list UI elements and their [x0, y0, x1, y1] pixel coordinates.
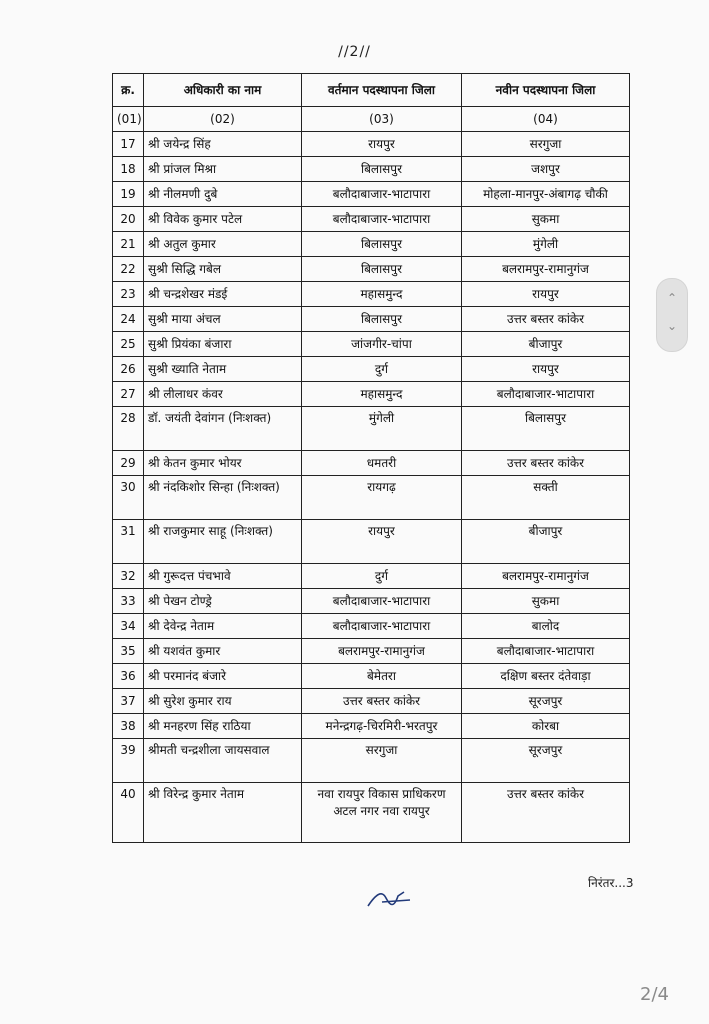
cell-new-district: उत्तर बस्तर कांकेर: [462, 783, 630, 843]
cell-new-district: बालोद: [462, 614, 630, 639]
cell-new-district: बलरामपुर-रामानुगंज: [462, 564, 630, 589]
cell-new-district: दक्षिण बस्तर दंतेवाड़ा: [462, 664, 630, 689]
cell-new-district: मुंगेली: [462, 232, 630, 257]
cell-current-district: रायपुर: [302, 520, 462, 564]
table-row: [113, 132, 630, 157]
table-row: [113, 664, 630, 689]
header-new-district: नवीन पदस्थापना जिला: [462, 74, 630, 107]
cell-current-district: बलौदाबाजार-भाटापारा: [302, 182, 462, 207]
cell-current-district: रायगढ़: [302, 476, 462, 520]
table-row: [113, 332, 630, 357]
cell-new-district: उत्तर बस्तर कांकेर: [462, 307, 630, 332]
cell-new-district: बलौदाबाजार-भाटापारा: [462, 639, 630, 664]
cell-current-district: दुर्ग: [302, 564, 462, 589]
table-row: [113, 407, 630, 451]
table-row: [113, 257, 630, 282]
cell-officer-name: श्री सुरेश कुमार राय: [144, 689, 302, 714]
header-serial: क्र.: [113, 74, 144, 107]
table-row: [113, 282, 630, 307]
table-row: [113, 476, 630, 520]
cell-officer-name: श्रीमती चन्द्रशीला जायसवाल: [144, 739, 302, 783]
cell-officer-name: श्री चन्द्रशेखर मंडई: [144, 282, 302, 307]
transfer-table: [112, 73, 630, 843]
table-row: [113, 382, 630, 407]
cell-current-district: बिलासपुर: [302, 232, 462, 257]
cell-new-district: बिलासपुर: [462, 407, 630, 451]
table-row: [113, 182, 630, 207]
table-row: [113, 639, 630, 664]
cell-current-district: बलरामपुर-रामानुगंज: [302, 639, 462, 664]
cell-current-district: मनेन्द्रगढ़-चिरमिरी-भरतपुर: [302, 714, 462, 739]
cell-serial: 34: [113, 614, 144, 639]
cell-current-district: रायपुर: [302, 132, 462, 157]
cell-serial: 20: [113, 207, 144, 232]
cell-new-district: रायपुर: [462, 282, 630, 307]
cell-officer-name: श्री केतन कुमार भोयर: [144, 451, 302, 476]
cell-new-district: सक्ती: [462, 476, 630, 520]
cell-current-district: बलौदाबाजार-भाटापारा: [302, 207, 462, 232]
cell-new-district: बीजापुर: [462, 332, 630, 357]
cell-serial: 19: [113, 182, 144, 207]
cell-current-district: महासमुन्द: [302, 382, 462, 407]
signature: [364, 884, 414, 914]
cell-serial: 32: [113, 564, 144, 589]
table-row: [113, 783, 630, 843]
cell-officer-name: श्री जयेन्द्र सिंह: [144, 132, 302, 157]
table-body: [113, 132, 630, 843]
table-row: [113, 689, 630, 714]
table-row: [113, 614, 630, 639]
cell-current-district: धमतरी: [302, 451, 462, 476]
page-indicator: 2/4: [640, 984, 669, 1005]
cell-serial: 28: [113, 407, 144, 451]
header-officer-name: अधिकारी का नाम: [144, 74, 302, 107]
table-header-row: [113, 74, 630, 107]
cell-officer-name: श्री नंदकिशोर सिन्हा (निःशक्त): [144, 476, 302, 520]
subheader-01: (01): [113, 107, 144, 132]
cell-serial: 37: [113, 689, 144, 714]
cell-officer-name: सुश्री सिद्धि गबेल: [144, 257, 302, 282]
cell-current-district: बलौदाबाजार-भाटापारा: [302, 589, 462, 614]
cell-current-district: बेमेतरा: [302, 664, 462, 689]
cell-serial: 23: [113, 282, 144, 307]
page-scroll-control[interactable]: [656, 278, 688, 352]
subheader-04: (04): [462, 107, 630, 132]
cell-new-district: सूरजपुर: [462, 689, 630, 714]
cell-new-district: रायपुर: [462, 357, 630, 382]
table-row: [113, 157, 630, 182]
chevron-down-icon[interactable]: ⌄: [666, 319, 678, 333]
cell-officer-name: सुश्री माया अंचल: [144, 307, 302, 332]
cell-serial: 27: [113, 382, 144, 407]
table-row: [113, 451, 630, 476]
table-row: [113, 589, 630, 614]
cell-officer-name: श्री विवेक कुमार पटेल: [144, 207, 302, 232]
cell-serial: 17: [113, 132, 144, 157]
table-row: [113, 520, 630, 564]
cell-current-district: बिलासपुर: [302, 157, 462, 182]
cell-officer-name: श्री देवेन्द्र नेताम: [144, 614, 302, 639]
chevron-up-icon[interactable]: ⌃: [666, 291, 678, 305]
cell-current-district: जांजगीर-चांपा: [302, 332, 462, 357]
cell-officer-name: श्री प्रांजल मिश्रा: [144, 157, 302, 182]
cell-serial: 18: [113, 157, 144, 182]
page-marker: //2//: [338, 44, 371, 60]
table-row: [113, 307, 630, 332]
cell-serial: 22: [113, 257, 144, 282]
table-row: [113, 232, 630, 257]
table-row: [113, 739, 630, 783]
cell-new-district: सरगुजा: [462, 132, 630, 157]
table-subheader-row: [113, 107, 630, 132]
cell-new-district: बलरामपुर-रामानुगंज: [462, 257, 630, 282]
cell-officer-name: श्री पेखन टोण्ड्रे: [144, 589, 302, 614]
cell-current-district: सरगुजा: [302, 739, 462, 783]
cell-officer-name: श्री यशवंत कुमार: [144, 639, 302, 664]
subheader-03: (03): [302, 107, 462, 132]
cell-new-district: उत्तर बस्तर कांकेर: [462, 451, 630, 476]
subheader-02: (02): [144, 107, 302, 132]
cell-officer-name: श्री विरेन्द्र कुमार नेताम: [144, 783, 302, 843]
cell-officer-name: श्री परमानंद बंजारे: [144, 664, 302, 689]
cell-serial: 30: [113, 476, 144, 520]
cell-officer-name: सुश्री प्रियंका बंजारा: [144, 332, 302, 357]
cell-officer-name: श्री मनहरण सिंह राठिया: [144, 714, 302, 739]
cell-serial: 31: [113, 520, 144, 564]
cell-serial: 39: [113, 739, 144, 783]
cell-new-district: जशपुर: [462, 157, 630, 182]
table-row: [113, 564, 630, 589]
cell-serial: 24: [113, 307, 144, 332]
cell-current-district: मुंगेली: [302, 407, 462, 451]
table-row: [113, 714, 630, 739]
cell-serial: 26: [113, 357, 144, 382]
table-row: [113, 357, 630, 382]
cell-current-district: उत्तर बस्तर कांकेर: [302, 689, 462, 714]
cell-current-district: नवा रायपुर विकास प्राधिकरण अटल नगर नवा रायपुर: [302, 783, 462, 843]
cell-current-district: बिलासपुर: [302, 257, 462, 282]
cell-new-district: बीजापुर: [462, 520, 630, 564]
cell-new-district: कोरबा: [462, 714, 630, 739]
cell-new-district: सुकमा: [462, 589, 630, 614]
cell-officer-name: श्री लीलाधर कंवर: [144, 382, 302, 407]
cell-serial: 35: [113, 639, 144, 664]
cell-current-district: बलौदाबाजार-भाटापारा: [302, 614, 462, 639]
cell-serial: 38: [113, 714, 144, 739]
cell-serial: 33: [113, 589, 144, 614]
cell-serial: 21: [113, 232, 144, 257]
cell-new-district: सुकमा: [462, 207, 630, 232]
cell-officer-name: श्री गुरूदत्त पंचभावे: [144, 564, 302, 589]
cell-new-district: सूरजपुर: [462, 739, 630, 783]
cell-current-district: महासमुन्द: [302, 282, 462, 307]
cell-serial: 29: [113, 451, 144, 476]
cell-new-district: मोहला-मानपुर-अंबागढ़ चौकी: [462, 182, 630, 207]
cell-current-district: बिलासपुर: [302, 307, 462, 332]
table-row: [113, 207, 630, 232]
cell-officer-name: सुश्री ख्याति नेताम: [144, 357, 302, 382]
cell-officer-name: डॉ. जयंती देवांगन (निःशक्त): [144, 407, 302, 451]
cell-current-district: दुर्ग: [302, 357, 462, 382]
cell-officer-name: श्री राजकुमार साहू (निःशक्त): [144, 520, 302, 564]
cell-serial: 25: [113, 332, 144, 357]
cell-serial: 40: [113, 783, 144, 843]
cell-new-district: बलौदाबाजार-भाटापारा: [462, 382, 630, 407]
header-current-district: वर्तमान पदस्थापना जिला: [302, 74, 462, 107]
cell-officer-name: श्री अतुल कुमार: [144, 232, 302, 257]
cell-officer-name: श्री नीलमणी दुबे: [144, 182, 302, 207]
continued-note: निरंतर...3: [588, 876, 634, 890]
cell-serial: 36: [113, 664, 144, 689]
